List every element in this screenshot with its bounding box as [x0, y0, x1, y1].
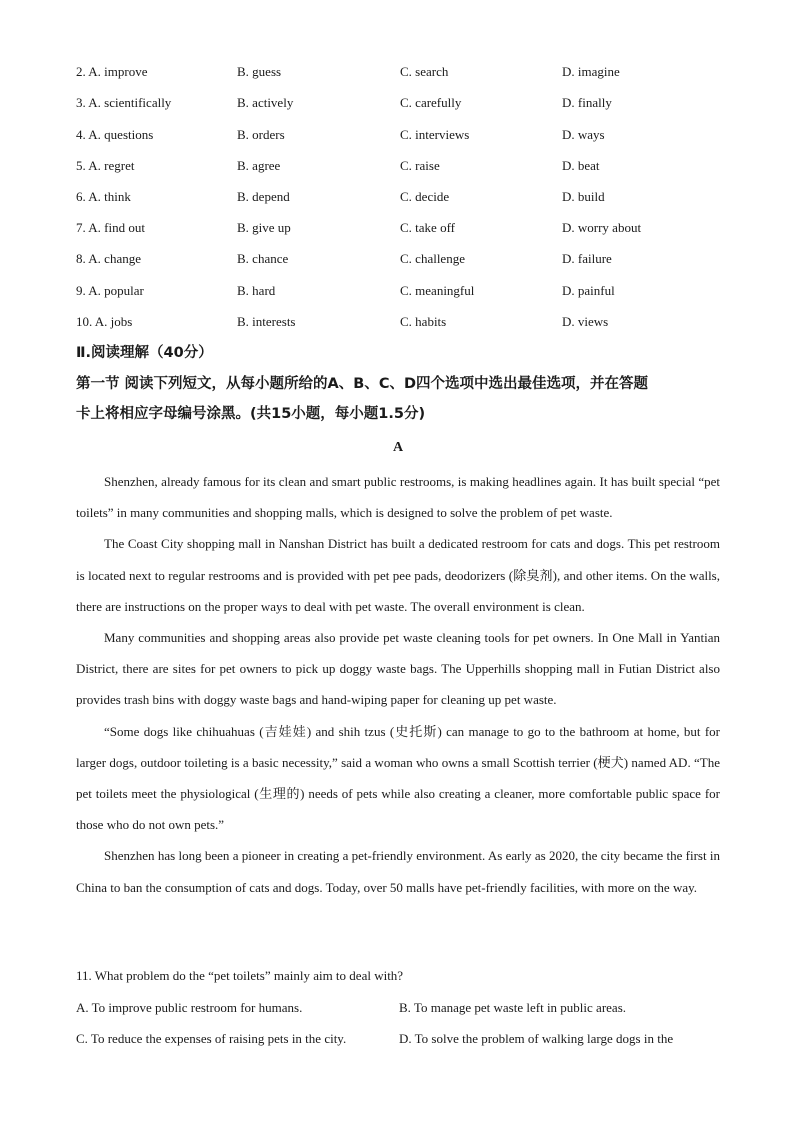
answer-row	[76, 998, 720, 1018]
option-a: 10. A. jobs	[76, 314, 133, 329]
option-c: C. interviews	[400, 127, 470, 142]
option-b: B. depend	[237, 189, 290, 204]
option-b: B. hard	[237, 283, 276, 298]
option-a: 8. A. change	[76, 251, 141, 266]
option-a: 5. A. regret	[76, 158, 135, 173]
option-row	[76, 312, 720, 332]
instruction-line-1: 第一节 阅读下列短文，从每小题所给的A、B、C、D四个选项中选出最佳选项，并在答题	[76, 376, 648, 392]
instruction-line-2: 卡上将相应字母编号涂黑。(共15小题，每小题1.5分)	[76, 406, 426, 422]
answer-choice: C. To reduce the expenses of raising pets in the city.	[76, 1031, 347, 1046]
option-row	[76, 187, 720, 207]
option-d: D. build	[562, 189, 605, 204]
paragraph: “Some dogs like chihuahuas (吉娃娃) and shih tzus (史托斯) can manage to go to the bathroom at home, but for larger dogs, outdoor toileting is a basic necessity,” said a woman who owns a small Scottish terrier (梗犬) named AD. “The pet toilets meet the physiological (生理的) needs of pets while also creating a cleaner, more comfortable public space for those who do not own pets.”	[76, 723, 720, 833]
reading-passage	[76, 466, 720, 903]
option-a: 4. A. questions	[76, 127, 154, 142]
option-c: C. carefully	[400, 95, 462, 110]
option-c: C. challenge	[400, 251, 465, 266]
option-row	[76, 281, 720, 301]
option-c: C. decide	[400, 189, 450, 204]
option-c: C. search	[400, 64, 449, 79]
option-b: B. actively	[237, 95, 294, 110]
option-d: D. worry about	[562, 220, 642, 235]
answer-choice: A. To improve public restroom for humans.	[76, 1000, 303, 1015]
option-b: B. agree	[237, 158, 281, 173]
option-c: C. habits	[400, 314, 447, 329]
option-c: C. take off	[400, 220, 455, 235]
option-a: 7. A. find out	[76, 220, 145, 235]
option-row	[76, 249, 720, 269]
option-a: 2. A. improve	[76, 64, 148, 79]
option-d: D. finally	[562, 95, 612, 110]
option-d: D. beat	[562, 158, 600, 173]
option-b: B. interests	[237, 314, 296, 329]
option-d: D. ways	[562, 127, 605, 142]
passage-letter: A	[392, 440, 404, 455]
option-row	[76, 125, 720, 145]
paragraph: Many communities and shopping areas also provide pet waste cleaning tools for pet owners. In One Mall in Yantian District, there are sites for pet owners to pick up doggy waste bags. The Upperhills shopping mall in Futian District also provides trash bins with doggy waste bags and hand-wiping paper for cleaning up pet waste.	[76, 630, 720, 708]
paragraph: Shenzhen has long been a pioneer in creating a pet-friendly environment. As early as 2020, the city became the first in China to ban the consumption of cats and dogs. Today, over 50 malls have pet-friendly facilities, with more on the way.	[76, 848, 720, 895]
answer-choice: B. To manage pet waste left in public areas.	[399, 1000, 626, 1015]
option-row	[76, 156, 720, 176]
option-a: 3. A. scientifically	[76, 95, 172, 110]
option-b: B. chance	[237, 251, 289, 266]
answer-row	[76, 1029, 720, 1049]
option-a: 9. A. popular	[76, 283, 144, 298]
paragraph: Shenzhen, already famous for its clean and smart public restrooms, is making headlines again. It has built special “pet toilets” in many communities and shopping malls, which is designed to solve the problem of pet waste.	[76, 474, 720, 521]
question-stem: 11. What problem do the “pet toilets” mainly aim to deal with?	[76, 968, 404, 983]
option-d: D. painful	[562, 283, 615, 298]
option-b: B. orders	[237, 127, 285, 142]
section-title: Ⅱ.阅读理解（40分）	[76, 345, 213, 361]
option-c: C. raise	[400, 158, 440, 173]
option-b: B. guess	[237, 64, 282, 79]
answer-choice: D. To solve the problem of walking large dogs in the	[399, 1031, 674, 1046]
option-a: 6. A. think	[76, 189, 131, 204]
option-c: C. meaningful	[400, 283, 475, 298]
paragraph: The Coast City shopping mall in Nanshan District has built a dedicated restroom for cats and dogs. This pet restroom is located next to regular restrooms and is provided with pet pee pads, deodorizers (除臭剂), and other items. On the walls, there are instructions on the proper ways to deal with pet waste. The overall environment is clean.	[76, 536, 720, 614]
option-row	[76, 218, 720, 238]
option-d: D. failure	[562, 251, 612, 266]
option-d: D. views	[562, 314, 609, 329]
option-row	[76, 93, 720, 113]
option-b: B. give up	[237, 220, 291, 235]
option-d: D. imagine	[562, 64, 620, 79]
option-row	[76, 62, 720, 82]
